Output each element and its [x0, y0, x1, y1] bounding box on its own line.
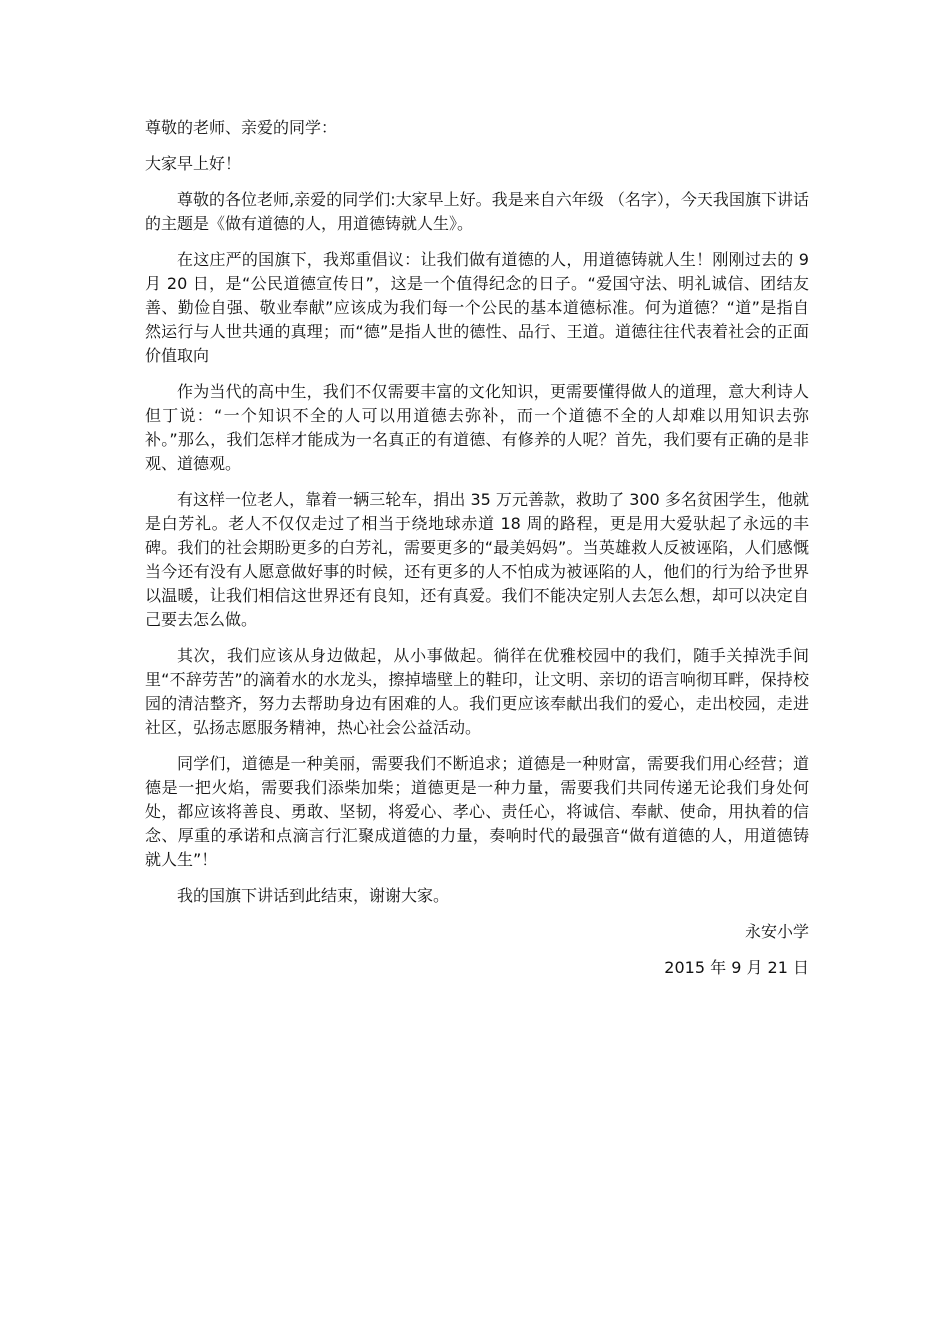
greeting: 大家早上好！ [145, 154, 242, 173]
paragraph-conclusion: 同学们，道德是一种美丽，需要我们不断追求；道德是一种财富，需要我们用心经营；道德是一把火焰，需要我们添柴加柴；道德更是一种力量，需要我们共同传递无论我们身处何处，都应该将善良、勇敢、坚韧，将爱心、孝心、责任心，将诚信、奉献、使命，用执着的信念、厚重的承诺和点滴言行汇聚成道德的力量，奏响时代的最强音“做有道德的人，用道德铸就人生”！ [145, 754, 809, 869]
closing-line: 我的国旗下讲话到此结束，谢谢大家。 [177, 886, 450, 905]
paragraph-intro: 尊敬的各位老师,亲爱的同学们:大家早上好。我是来自六年级 （名字），今天我国旗下讲话的主题是《做有道德的人，用道德铸就人生》。 [145, 190, 809, 233]
paragraph-proposal: 在这庄严的国旗下，我郑重倡议：让我们做有道德的人，用道德铸就人生！刚刚过去的 9 月 20 日，是“公民道德宣传日”，这是一个值得纪念的日子。“爱国守法、明礼诚信、团结友善、勤俭自强、敬业奉献”应该成为我们每一个公民的基本道德标准。何为道德？“道”是指自然运行与人世共通的真理；而“德”是指人世的德性、品行、王道。道德往往代表着社会的正面价值取向 [145, 250, 809, 365]
letter-body [145, 116, 809, 980]
paragraph-dante-quote: 作为当代的高中生，我们不仅需要丰富的文化知识，更需要懂得做人的道理，意大利诗人但丁说：“一个知识不全的人可以用道德去弥补，而一个道德不全的人却难以用知识去弥补。”那么，我们怎样才能成为一名真正的有道德、有修养的人呢？首先，我们要有正确的是非观、道德观。 [145, 382, 809, 473]
paragraph-bai-fangli: 有这样一位老人，靠着一辆三轮车，捐出 35 万元善款，救助了 300 多名贫困学生，他就是白芳礼。老人不仅仅走过了相当于绕地球赤道 18 周的路程，更是用大爱驮起了永远的丰碑。我们的社会期盼更多的白芳礼，需要更多的“最美妈妈”。当英雄救人反被诬陷，人们感慨当今还有没有人愿意做好事的时候，还有更多的人不怕成为被诬陷的人，他们的行为给予世界以温暖，让我们相信这世界还有良知，还有真爱。我们不能决定别人去怎么想，却可以决定自己要去怎么做。 [145, 490, 809, 629]
date: 2015 年 9 月 21 日 [664, 958, 809, 977]
salutation: 尊敬的老师、亲爱的同学： [145, 118, 338, 137]
signature: 永安小学 [744, 922, 809, 941]
paragraph-small-things: 其次，我们应该从身边做起，从小事做起。徜徉在优雅校园中的我们，随手关掉洗手间里“不辞劳苦”的滴着水的水龙头，擦掉墙壁上的鞋印，让文明、亲切的语言响彻耳畔，保持校园的清洁整齐，努力去帮助身边有困难的人。我们更应该奉献出我们的爱心，走出校园，走进社区，弘扬志愿服务精神，热心社会公益活动。 [145, 646, 809, 737]
